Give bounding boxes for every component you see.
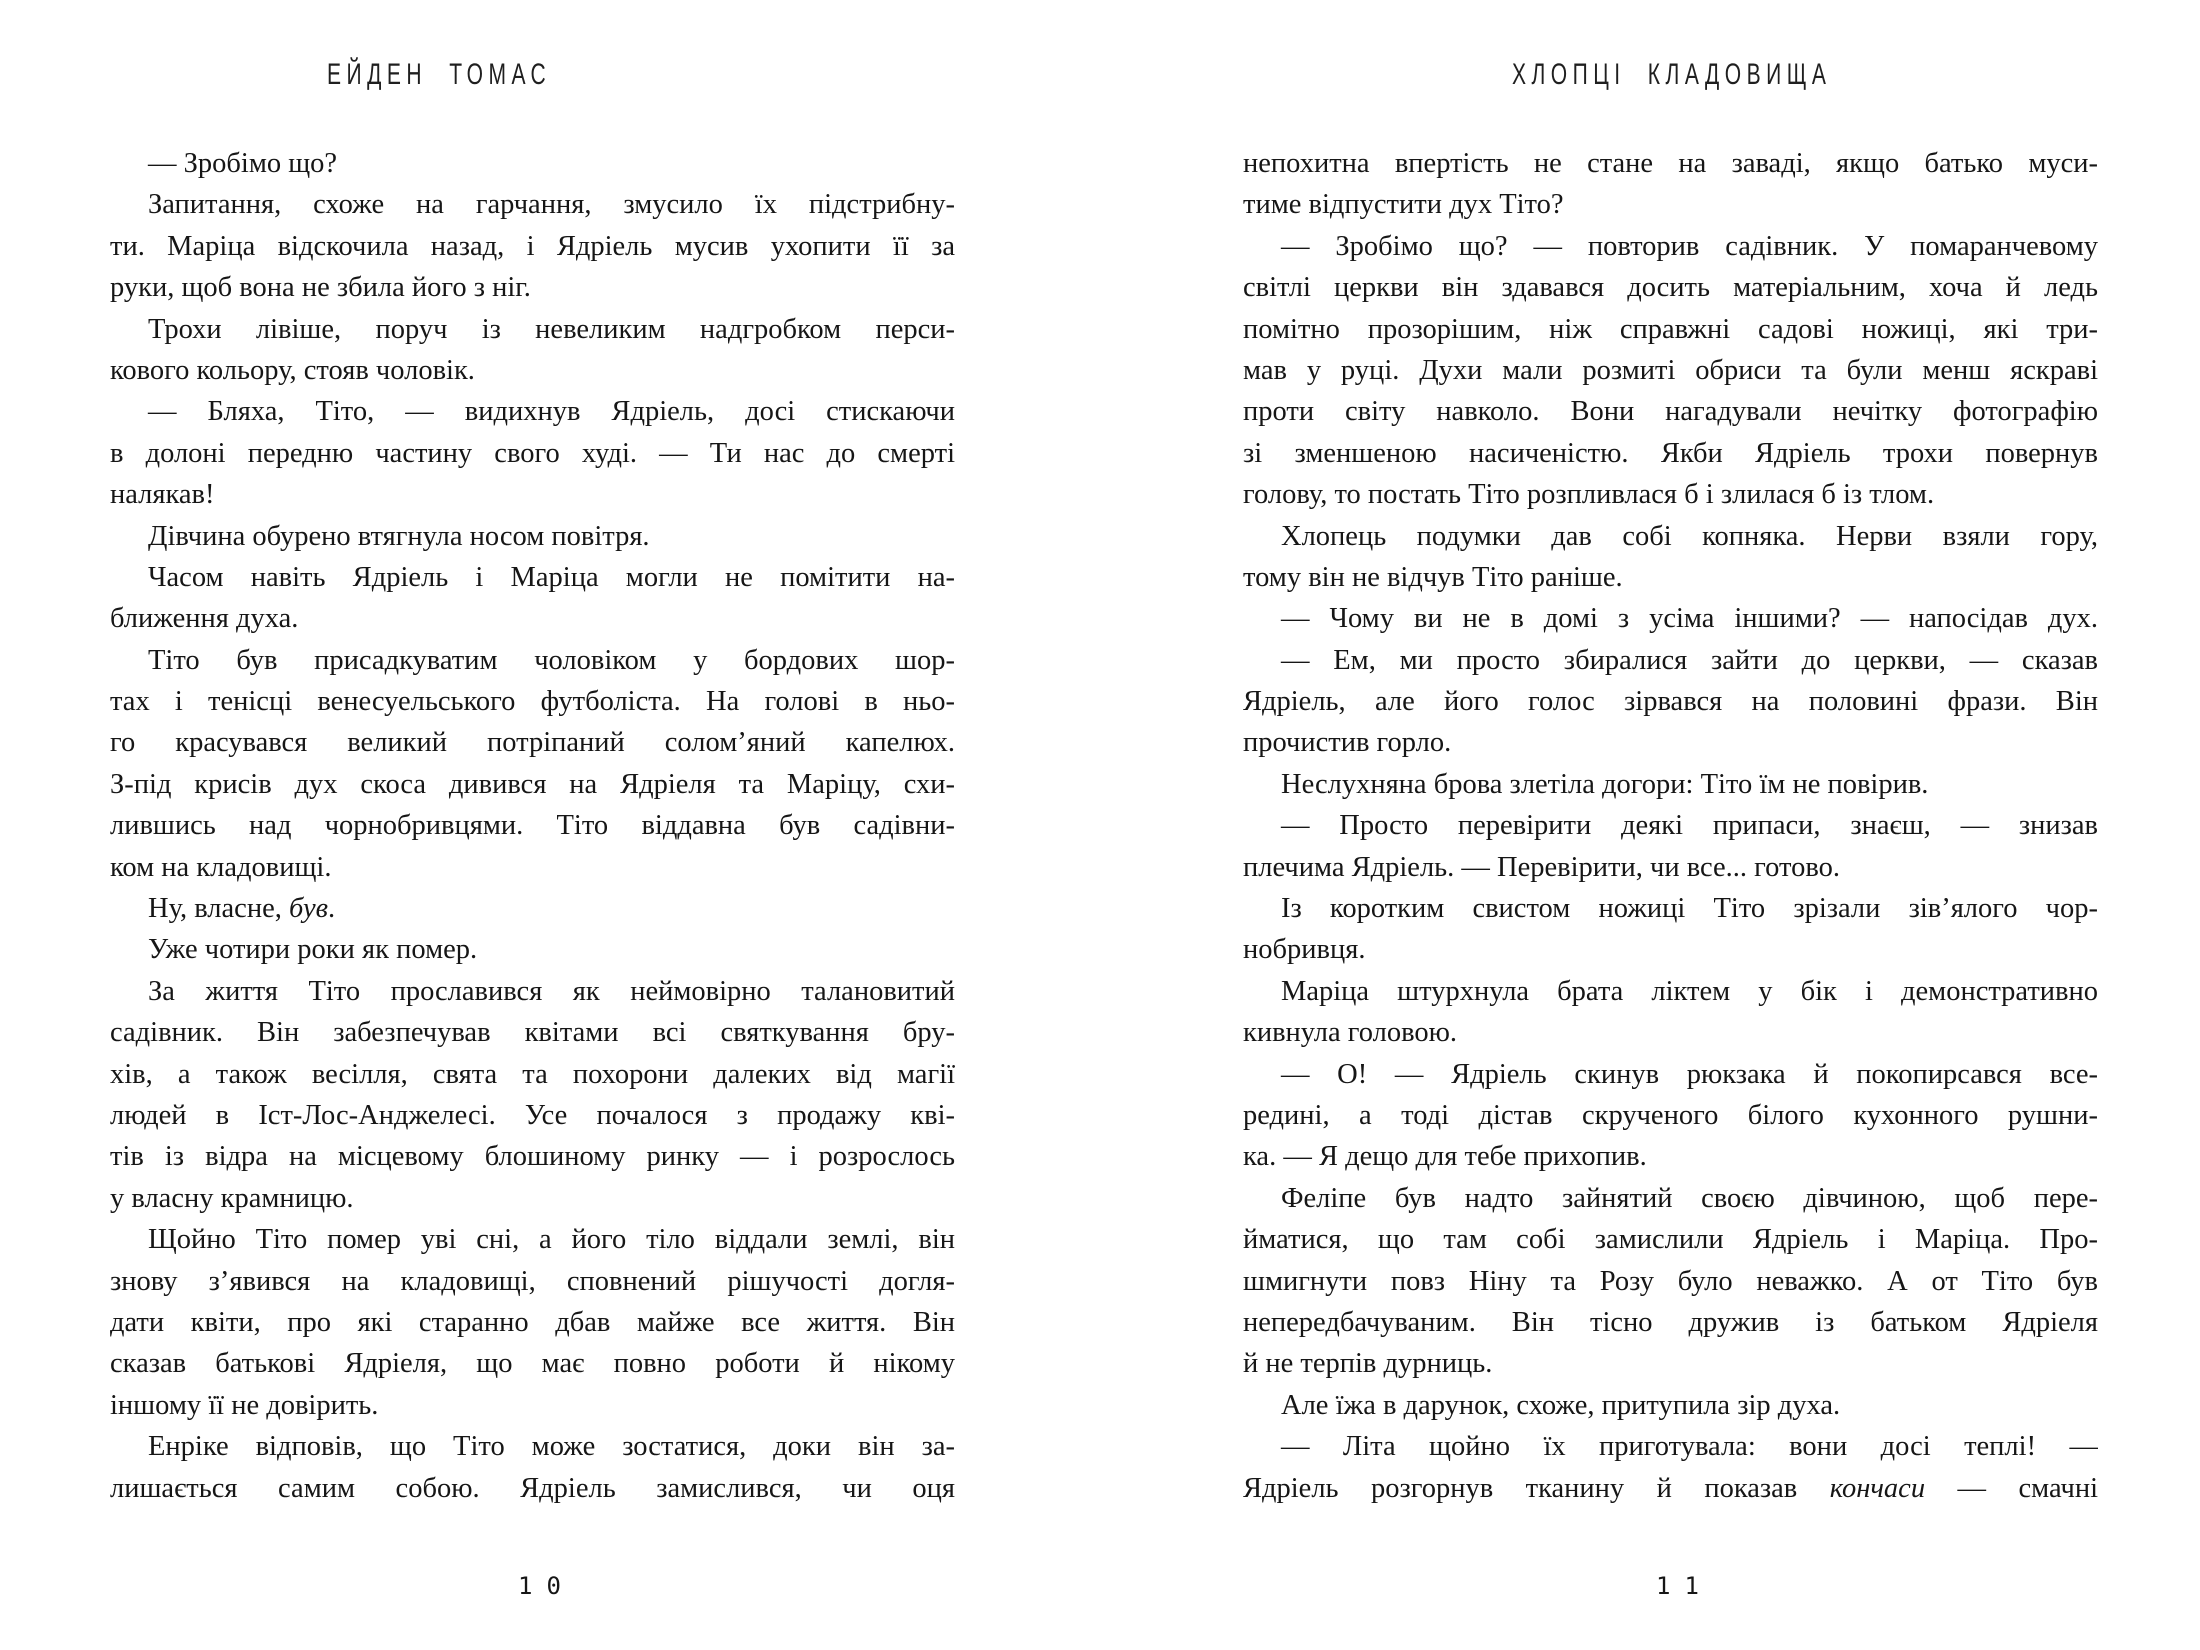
text-line: Неслухняна брова злетіла догори: Тіто їм не повірив.: [1281, 768, 1929, 800]
text-line: шмигнути повз Ніну та Розу було неважко. А от Тіто був: [1243, 1265, 2098, 1297]
text-line: йматися, що там собі замислили Ядріель і Маріца. Про-: [1243, 1224, 2098, 1256]
text-line: й не терпів дурниць.: [1243, 1348, 1493, 1380]
right-page-body-text: [1243, 143, 2098, 1509]
text-line: в долоні передню частину свого худі. — Ти нас до смерті: [110, 437, 955, 469]
text-line: хів, а також весілля, свята та похорони далеких від магії: [110, 1058, 955, 1090]
text-line: редині, а тоді дістав скрученого білого кухонного рушни-: [1243, 1099, 2098, 1131]
text-line: у власну крамницю.: [110, 1182, 354, 1214]
text-line: знову з’явився на кладовищі, сповнений рішучості догля-: [110, 1265, 955, 1297]
text-line: зі зменшеною насиченістю. Якби Ядріель трохи повернув: [1243, 437, 2098, 469]
text-line: Трохи лівіше, поруч із невеликим надгробком перси-: [148, 313, 955, 345]
text-line: — Літа щойно їх приготувала: вони досі теплі! —: [1281, 1431, 2098, 1463]
text-line: тому він не відчув Тіто раніше.: [1243, 561, 1623, 593]
text-line: Феліпе був надто зайнятий своєю дівчиною, щоб пере-: [1281, 1182, 2098, 1214]
text-line: Часом навіть Ядріель і Маріца могли не помітити на-: [148, 561, 955, 593]
text-line: помітно прозорішим, ніж справжні садові ножиці, які три-: [1243, 313, 2098, 345]
text-line: Ядріель розгорнув тканину й показав кончаси — смачні: [1243, 1472, 2098, 1504]
running-header-title: ХЛОПЦІ КЛАДОВИЩА: [1512, 58, 1832, 91]
text-line: нобривця.: [1243, 934, 1366, 966]
text-line: Уже чотири роки як помер.: [148, 934, 478, 966]
text-line: садівник. Він забезпечував квітами всі святкування бру-: [110, 1017, 955, 1049]
text-line: людей в Іст-Лос-Анджелесі. Усе почалося з продажу кві-: [110, 1099, 955, 1131]
text-line: Хлопець подумки дав собі копняка. Нерви взяли гору,: [1281, 520, 2098, 552]
text-line: — Зробімо що? — повторив садівник. У помаранчевому: [1281, 230, 2098, 262]
text-line: Маріца штурхнула брата ліктем у бік і демонстративно: [1281, 975, 2098, 1007]
text-line: тах і тенісці венесуельського футболіста. На голові в ньо-: [110, 686, 955, 718]
text-line: За життя Тіто прославився як неймовірно талановитий: [148, 975, 955, 1007]
text-line: Запитання, схоже на гарчання, змусило їх підстрибну-: [148, 189, 955, 221]
text-line: — Просто перевірити деякі припаси, знаєш, — знизав: [1281, 810, 2098, 842]
text-line: мав у руці. Духи мали розмиті обриси та були менш яскраві: [1243, 354, 2098, 386]
right-page-number: 11: [1656, 1572, 1713, 1600]
text-line: ближення духа.: [110, 603, 299, 635]
text-line: проти світу навколо. Вони нагадували нечітку фотографію: [1243, 396, 2098, 428]
text-line: — О! — Ядріель скинув рюкзака й покопирсався все-: [1281, 1058, 2098, 1090]
text-line: світлі церкви він здавався досить матеріальним, хоча й ледь: [1243, 272, 2098, 304]
text-line: сказав батькові Ядріеля, що має повно роботи й нікому: [110, 1348, 955, 1380]
text-line: прочистив горло.: [1243, 727, 1452, 759]
text-line: Дівчина обурено втягнула носом повітря.: [148, 520, 650, 552]
text-line: — Бляха, Тіто, — видихнув Ядріель, досі стискаючи: [148, 396, 955, 428]
left-page-body-text: [110, 143, 955, 1509]
text-line: — Зробімо що?: [148, 148, 338, 179]
running-header-author: ЕЙДЕН ТОМАС: [327, 58, 552, 91]
text-line: Але їжа в дарунок, схоже, притупила зір духа.: [1281, 1389, 1841, 1421]
text-line: — Чому ви не в домі з усіма іншими? — напосідав дух.: [1281, 603, 2098, 635]
text-line: Ядріель, але його голос зірвався на половині фрази. Він: [1243, 686, 2098, 718]
text-line: лишається самим собою. Ядріель замислився, чи оця: [110, 1472, 955, 1504]
text-line: дати квіти, про які старанно дбав майже все життя. Він: [110, 1306, 955, 1338]
text-line: лившись над чорнобривцями. Тіто віддавна був садівни-: [110, 810, 955, 842]
text-line: — Ем, ми просто збиралися зайти до церкви, — сказав: [1281, 644, 2098, 676]
text-line: голову, то постать Тіто розпливлася б і злилася б із тлом.: [1243, 479, 1935, 511]
text-line: руки, щоб вона не збила його з ніг.: [110, 272, 531, 304]
text-line: Ну, власне, був.: [148, 893, 336, 925]
text-line: Тіто був присадкуватим чоловіком у бордових шор-: [148, 644, 955, 676]
text-line: кового кольору, стояв чоловік.: [110, 354, 475, 386]
text-line: тиме відпустити дух Тіто?: [1243, 189, 1564, 221]
text-line: ти. Маріца відскочила назад, і Ядріель мусив ухопити її за: [110, 230, 955, 262]
text-line: непередбачуваним. Він тісно дружив із батьком Ядріеля: [1243, 1306, 2098, 1338]
text-line: Енріке відповів, що Тіто може зостатися, доки він за-: [148, 1431, 955, 1463]
text-line: ка. — Я дещо для тебе прихопив.: [1243, 1141, 1647, 1173]
left-page-number: 10: [518, 1572, 575, 1600]
text-line: го красувався великий потріпаний солом’яний капелюх.: [110, 727, 955, 759]
text-line: З-під крисів дух скоса дивився на Ядріеля та Маріцу, схи-: [110, 768, 955, 800]
text-line: кивнула головою.: [1243, 1017, 1458, 1049]
text-line: налякав!: [110, 479, 215, 511]
text-line: непохитна впертість не стане на заваді, якщо батько муси-: [1243, 148, 2098, 179]
text-line: Із коротким свистом ножиці Тіто зрізали зів’ялого чор-: [1281, 893, 2098, 925]
text-line: Щойно Тіто помер уві сні, а його тіло віддали землі, він: [148, 1224, 955, 1256]
text-line: іншому її не довірить.: [110, 1389, 379, 1421]
text-line: плечима Ядріель. — Перевірити, чи все... готово.: [1243, 851, 1840, 883]
text-line: ком на кладовищі.: [110, 851, 332, 883]
text-line: тів із відра на місцевому блошиному ринку — і розрослось: [110, 1141, 955, 1173]
